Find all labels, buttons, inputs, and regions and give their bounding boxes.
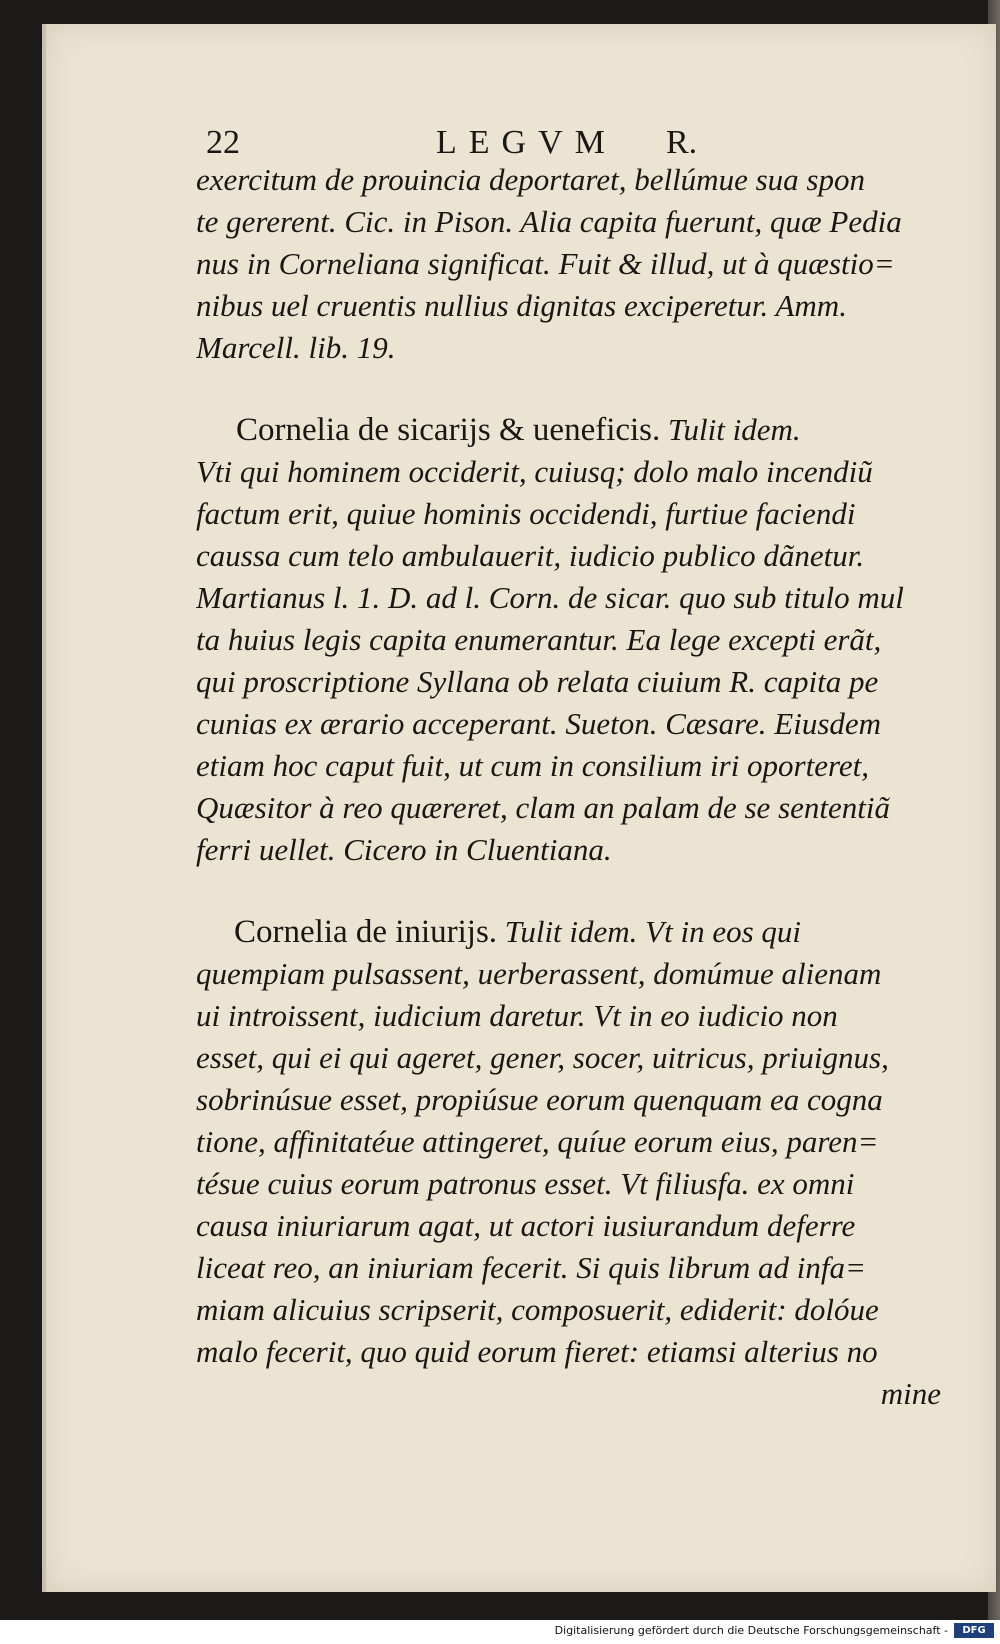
section-heading-tail: Tulit idem. Vt in eos qui [504, 914, 802, 949]
text-line: malo fecerit, quo quid eorum fieret: etiamsi alterius no [196, 1334, 878, 1369]
running-title: LEGVM [436, 124, 617, 161]
text-line: qui proscriptione Syllana ob relata ciuium R. capita pe [196, 664, 879, 699]
text-line: Quæsitor à reo quæreret, clam an palam de se sententiã [196, 790, 890, 825]
text-line: Marcell. lib. 19. [196, 330, 396, 365]
text-line: liceat reo, an iniuriam fecerit. Si quis librum ad infa= [196, 1250, 866, 1285]
section-heading-title: Cornelia de sicarijs & ueneficis. [236, 412, 661, 448]
text-line: etiam hoc caput fuit, ut cum in consilium iri oporteret, [196, 748, 870, 783]
text-line: Martianus l. 1. D. ad l. Corn. de sicar. quo sub titulo mul [196, 580, 904, 615]
text-line: exercitum de prouincia deportaret, bellúmue sua spon [196, 162, 865, 197]
running-title-end: R. [666, 124, 698, 161]
dfg-logo: DFG [954, 1623, 994, 1638]
text-line: nibus uel cruentis nullius dignitas exciperetur. Amm. [196, 288, 847, 323]
text-line: esset, qui ei qui ageret, gener, socer, uitricus, priuignus, [196, 1040, 889, 1075]
section-heading-iniurijs [234, 912, 941, 952]
text-line: ferri uellet. Cicero in Cluentiana. [196, 832, 612, 867]
section-heading-tail: Tulit idem. [668, 412, 801, 447]
text-line: te gererent. Cic. in Pison. Alia capita fuerunt, quæ Pedia [196, 204, 902, 239]
text-line: sobrinúsue esset, propiúsue eorum quenquam ea cogna [196, 1082, 883, 1117]
text-line: factum erit, quiue hominis occidendi, furtiue faciendi [196, 496, 856, 531]
text-line: tésue cuius eorum patronus esset. Vt filiusfa. ex omni [196, 1166, 855, 1201]
text-line: Vti qui hominem occiderit, cuiusq; dolo malo incendiũ [196, 454, 873, 489]
text-line: ui introissent, iudicium daretur. Vt in eo iudicio non [196, 998, 838, 1033]
funding-notice: Digitalisierung gefördert durch die Deutsche Forschungsgemeinschaft - [554, 1624, 948, 1637]
text-line: miam alicuius scripserit, composuerit, ediderit: dolóue [196, 1292, 879, 1327]
text-line: cunias ex ærario acceperant. Sueton. Cæsare. Eiusdem [196, 706, 882, 741]
book-page [42, 24, 996, 1592]
catchword: mine [880, 1376, 941, 1411]
text-line: tione, affinitatéue attingeret, quíue eorum eius, paren= [196, 1124, 879, 1159]
text-line: nus in Corneliana significat. Fuit & illud, ut à quæstio= [196, 246, 895, 281]
footer-bar [0, 1620, 1000, 1644]
text-line: ta huius legis capita enumerantur. Ea lege excepti erãt, [196, 622, 882, 657]
section-heading-title: Cornelia de iniurijs. [234, 914, 498, 950]
section-heading-sicarijs [236, 410, 941, 450]
text-line: quempiam pulsassent, uerberassent, domúmue alienam [196, 956, 882, 991]
page-number: 22 [206, 124, 240, 161]
text-line: caussa cum telo ambulauerit, iudicio publico dãnetur. [196, 538, 865, 573]
text-line: causa iniuriarum agat, ut actori iusiurandum deferre [196, 1208, 856, 1243]
